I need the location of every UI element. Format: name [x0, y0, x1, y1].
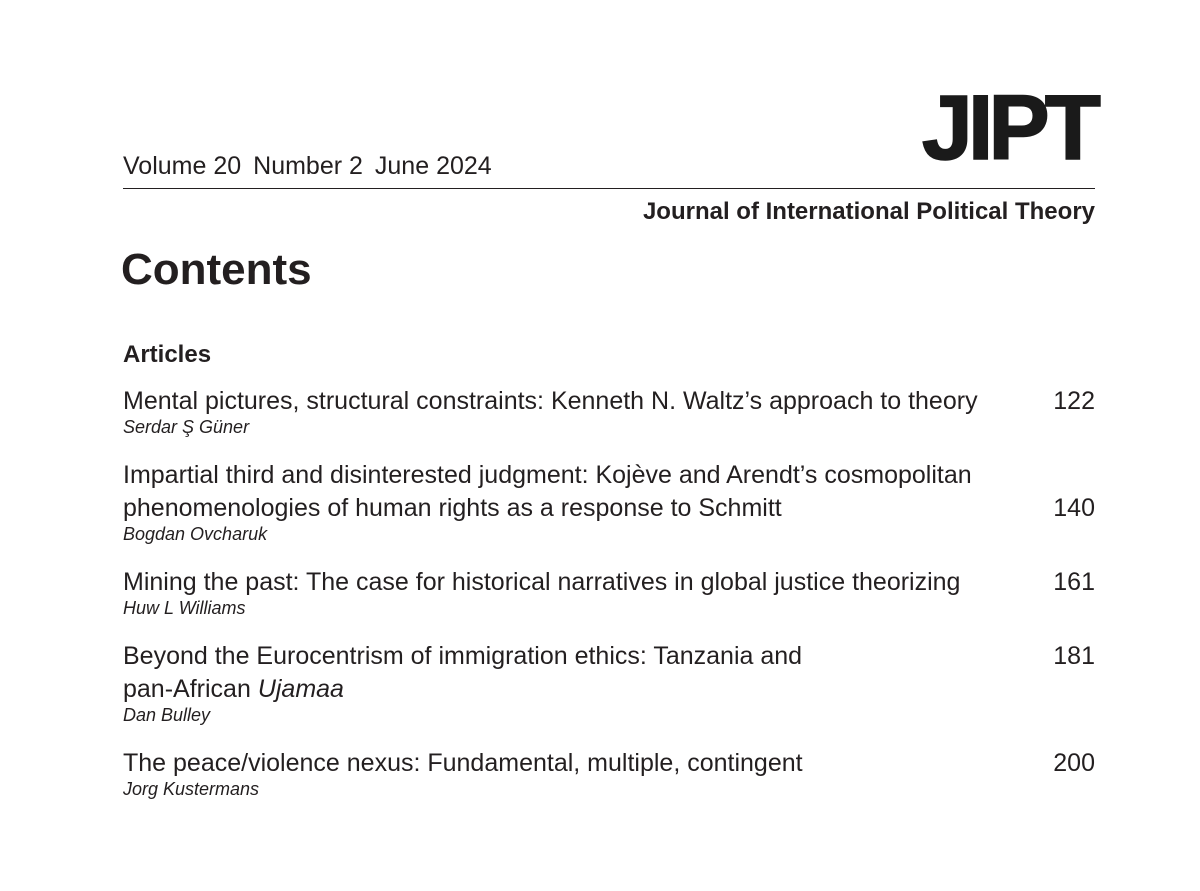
issue-date: June 2024: [374, 152, 492, 180]
issue-number: Number 2: [253, 152, 363, 180]
toc-entry-author: Dan Bulley: [123, 705, 211, 725]
journal-logo: JIPT: [921, 77, 1096, 179]
table-of-contents: [123, 385, 1095, 821]
issue-line: [123, 150, 504, 182]
toc-entry-title[interactable]: Mental pictures, structural constraints: Kenneth N. Waltz’s approach to theory: [123, 387, 978, 415]
toc-entry-title[interactable]: The peace/violence nexus: Fundamental, multiple, contingent: [123, 749, 803, 777]
toc-entry[interactable]: [123, 566, 1095, 619]
toc-entry-page: 200: [1053, 749, 1095, 777]
section-heading-articles: Articles: [123, 341, 212, 368]
toc-entry-page: 181: [1053, 642, 1095, 670]
toc-entry-author: Serdar Ş Güner: [123, 417, 250, 437]
toc-entry-title[interactable]: Mining the past: The case for historical narratives in global justice theorizing: [123, 568, 961, 596]
journal-name: Journal of International Political Theory: [642, 198, 1095, 225]
toc-entry-author: Bogdan Ovcharuk: [123, 524, 268, 544]
toc-entry-page: 122: [1053, 387, 1095, 415]
toc-entry-title-italic: Ujamaa: [257, 675, 344, 703]
toc-entry-page: 140: [1053, 494, 1095, 522]
page-title: Contents: [121, 245, 312, 294]
toc-entry-title[interactable]: [123, 640, 843, 706]
toc-entry-page: 161: [1053, 568, 1095, 596]
toc-entry[interactable]: [123, 747, 1095, 800]
toc-entry[interactable]: [123, 385, 1095, 438]
header-divider: [123, 188, 1095, 189]
toc-entry-title[interactable]: Impartial third and disinterested judgment: Kojève and Arendt’s cosmopolitan phenomenologies of human rights as a response to Schmitt: [123, 461, 972, 522]
toc-entry-title-text: Beyond the Eurocentrism of immigration ethics: Tanzania and pan-African: [123, 642, 803, 703]
toc-entry-author: Huw L Williams: [123, 598, 246, 618]
toc-entry[interactable]: [123, 640, 1095, 726]
issue-volume: Volume 20: [123, 152, 242, 180]
toc-entry-author: Jorg Kustermans: [123, 779, 260, 799]
toc-entry[interactable]: [123, 459, 1095, 545]
